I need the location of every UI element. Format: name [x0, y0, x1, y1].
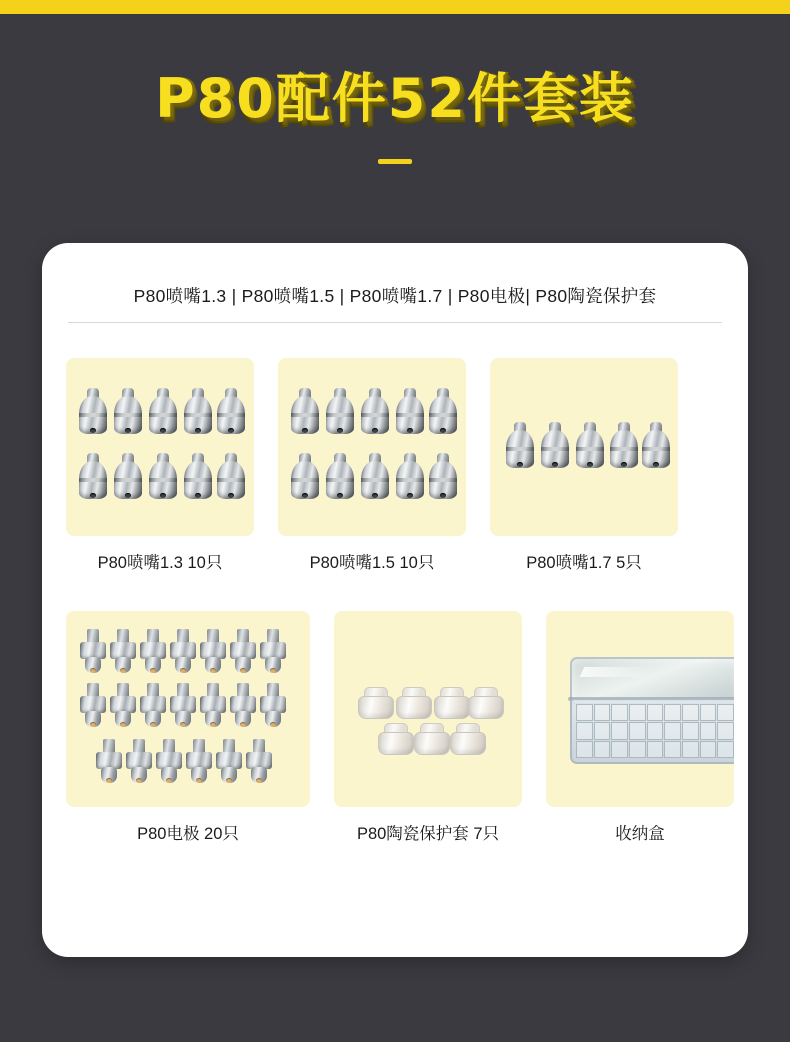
product-item-storage-box[interactable]: [546, 611, 734, 844]
product-image-electrode: [66, 611, 310, 807]
product-caption: 收纳盒: [615, 825, 665, 843]
product-item-nozzle-15[interactable]: [278, 358, 466, 573]
spec-line: P80喷嘴1.3 | P80喷嘴1.5 | P80喷嘴1.7 | P80电极| P80陶瓷保护套: [68, 283, 722, 323]
page-title: P80配件52件套装: [155, 67, 635, 130]
hero-banner: [0, 14, 790, 184]
product-item-electrode[interactable]: [66, 611, 310, 844]
product-grid: [66, 358, 726, 844]
product-caption: P80电极 20只: [137, 825, 239, 843]
product-image-ceramic-cup: [334, 611, 522, 807]
product-item-nozzle-17[interactable]: [490, 358, 678, 573]
product-image-nozzle-17: [490, 358, 678, 536]
product-image-nozzle-13: [66, 358, 254, 536]
top-accent-bar: [0, 0, 790, 14]
product-image-storage-box: [546, 611, 734, 807]
product-card: [42, 243, 748, 957]
product-image-nozzle-15: [278, 358, 466, 536]
product-caption: P80喷嘴1.7 5只: [526, 554, 642, 572]
dash-divider-icon: [378, 159, 412, 164]
product-caption: P80陶瓷保护套 7只: [356, 825, 500, 843]
product-item-nozzle-13[interactable]: [66, 358, 254, 573]
product-row-2: [66, 611, 726, 844]
product-caption: P80喷嘴1.5 10只: [309, 554, 435, 572]
product-row-1: [66, 358, 726, 573]
product-caption: P80喷嘴1.3 10只: [97, 554, 223, 572]
product-item-ceramic-cup[interactable]: [334, 611, 522, 844]
storage-box-icon: [570, 657, 734, 761]
